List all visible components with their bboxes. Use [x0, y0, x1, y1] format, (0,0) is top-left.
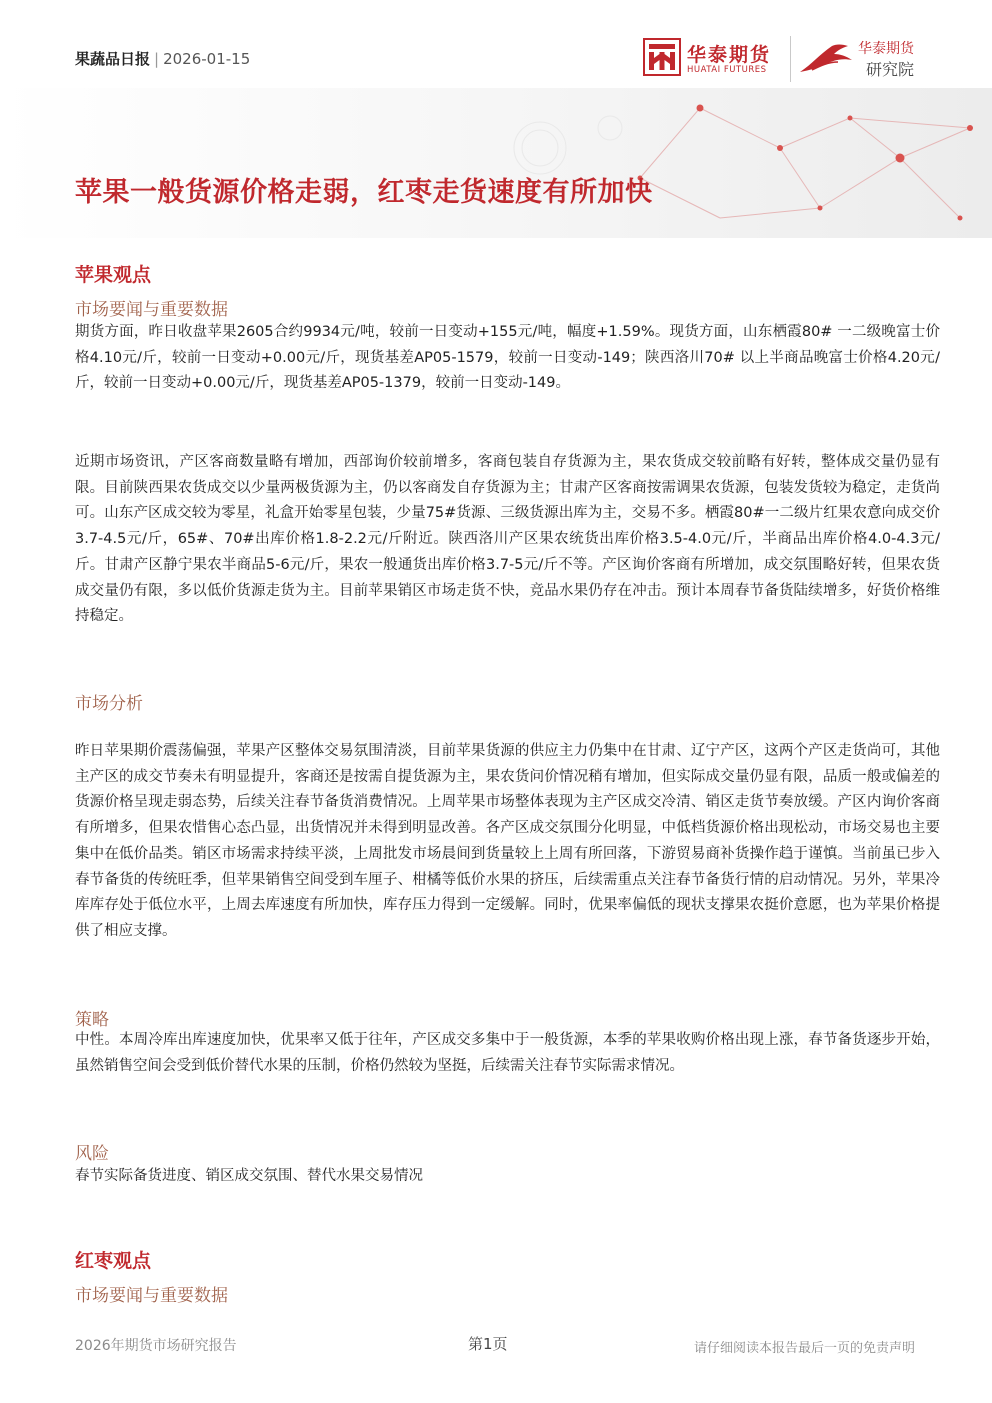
- huatai-logo-icon: [643, 38, 681, 76]
- logo-divider: [790, 36, 791, 82]
- apple-news-heading: 市场要闻与重要数据: [75, 300, 228, 320]
- institute-line-1: 华泰期货: [858, 41, 914, 57]
- huatai-futures-logo: [643, 38, 783, 80]
- apple-section-heading: 苹果观点: [75, 264, 152, 286]
- report-type: 果蔬品日报: [75, 50, 151, 68]
- institute-line-2: 研究院: [866, 60, 915, 79]
- brand-name-en: HUATAI FUTURES: [687, 65, 767, 75]
- bird-logo-icon: [798, 40, 856, 76]
- apple-strategy-paragraph: 中性。本周冷库出库速度加快，优果率又低于往年，产区成交多集中于一般货源，本季的苹果收购价格出现上涨，春节备货逐步开始，虽然销售空间会受到低价替代水果的压制，价格仍然较为坚挺，后续需关注春节实际需求情况。: [75, 1032, 940, 1074]
- apple-risk-paragraph: 春节实际备货进度、销区成交氛围、替代水果交易情况: [75, 1168, 423, 1184]
- apple-news-paragraph-2: 近期市场资讯，产区客商数量略有增加，西部询价较前增多，客商包装自存货源为主，果农货成交较前略有好转，整体成交量仍显有限。目前陕西果农货成交以少量两极货源为主，仍以客商发自存货源为主；甘肃产区客商按需调果农货源，包装发货较为稳定，走货尚可。山东产区成交较为零星，礼盒开始零星包装，少量75#货源、三级货源出库为主，交易不多。栖霞80#一二级片红果农意向成交价3.7-4.5元/斤，65#、70#出库价格1.8-2.2元/斤附近。陕西洛川产区果农统货出库价格3.5-4.0元/斤，半商品出库价格4.0-4.3元/斤。甘肃产区静宁果农半商品5-6元/斤，果农一般通货出库价格3.7-5元/斤不等。产区询价客商有所增加，成交氛围略好转，但果农货成交量仍有限，多以低价货源走货为主。目前苹果销区市场走货不快，竞品水果仍存在冲击。预计本周春节备货陆续增多，好货价格维持稳定。: [75, 454, 940, 625]
- research-institute-logo: [798, 36, 928, 82]
- apple-analysis-heading: 市场分析: [75, 694, 143, 714]
- apple-news-paragraph-1: 期货方面，昨日收盘苹果2605合约9934元/吨，较前一日变动+155元/吨，幅度+1.59%。现货方面，山东栖霞80# 一二级晚富士价格4.10元/斤，较前一日变动+0.00元/斤，现货基差AP05-1579，较前一日变动-149；陕西洛川70# 以上半商品晚富士价格4.20元/斤，较前一日变动+0.00元/斤，现货基差AP05-1379，较前一日变动-149。: [75, 324, 940, 392]
- apple-analysis-paragraph: 昨日苹果期价震荡偏强，苹果产区整体交易氛围清淡，目前苹果货源的供应主力仍集中在甘肃、辽宁产区，这两个产区走货尚可，其他主产区的成交节奏未有明显提升，客商还是按需自提货源为主，果农货问价情况稍有增加，但实际成交量仍显有限，品质一般或偏差的货源价格呈现走弱态势，后续关注春节备货消费情况。上周苹果市场整体表现为主产区成交冷清、销区走货节奏放缓。产区内询价客商有所增多，但果农惜售心态凸显，出货情况并未得到明显改善。各产区成交氛围分化明显，中低档货源价格出现松动，市场交易也主要集中在低价品类。销区市场需求持续平淡，上周批发市场晨间到货量较上上周有所回落，下游贸易商补货操作趋于谨慎。当前虽已步入春节备货的传统旺季，但苹果销售空间受到车厘子、柑橘等低价水果的挤压，后续需重点关注春节备货行情的启动情况。另外，苹果冷库库存处于低位水平，上周去库速度有所加快，库存压力得到一定缓解。同时，优果率偏低的现状支撑果农挺价意愿，也为苹果价格提供了相应支撑。: [75, 743, 940, 939]
- header-separator: |: [154, 50, 160, 68]
- brand-name-cn: 华泰期货: [687, 44, 772, 66]
- apple-risk-heading: 风险: [75, 1144, 109, 1164]
- footer-page-number: 第1页: [468, 1335, 508, 1353]
- report-title: 苹果一般货源价格走弱，红枣走货速度有所加快: [75, 177, 653, 208]
- title-banner-background: [0, 88, 992, 238]
- jujube-news-heading: 市场要闻与重要数据: [75, 1286, 228, 1306]
- jujube-section-heading: 红枣观点: [75, 1250, 152, 1272]
- footer-report-name: 2026年期货市场研究报告: [75, 1338, 237, 1354]
- report-date: 2026-01-15: [163, 50, 251, 68]
- report-header-meta: [75, 48, 250, 69]
- footer-disclaimer-link[interactable]: 请仔细阅读本报告最后一页的免责声明: [693, 1341, 915, 1356]
- apple-strategy-heading: 策略: [75, 1010, 109, 1030]
